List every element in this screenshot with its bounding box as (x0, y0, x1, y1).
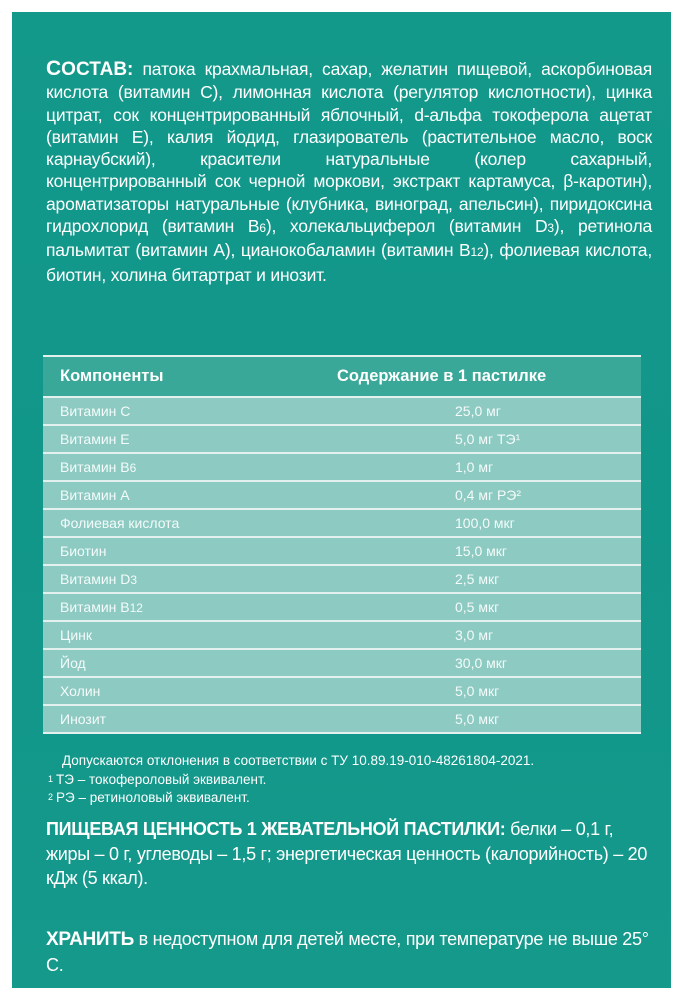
composition-text-2: ), холекальциферол (витамин D (265, 216, 548, 237)
component-name-text: Биотин (60, 543, 107, 559)
table-row (43, 398, 641, 426)
component-amount: 2,5 мкг (455, 571, 500, 587)
table-row (43, 706, 641, 732)
table-row (43, 454, 641, 482)
nutrient-table (43, 355, 641, 734)
component-name (43, 515, 455, 531)
nutrition-text: белки – 0,1 г, жиры – 0 г, углеводы – 1,5 г; энергетическая ценность (калорийность) – 20 кДж (5 ккал). (46, 819, 648, 888)
component-name-text: Витамин B (60, 599, 130, 615)
component-name-text: Витамин B (60, 459, 130, 475)
component-name (43, 431, 455, 447)
storage-heading: ХРАНИТЬ (46, 929, 134, 950)
subscript-b6: 6 (259, 221, 266, 236)
component-name-text: Витамин С (60, 403, 131, 419)
column-header-content: Содержание в 1 пастилке (337, 367, 547, 385)
table-row (43, 426, 641, 454)
nutrition-heading: ПИЩЕВАЯ ЦЕННОСТЬ 1 ЖЕВАТЕЛЬНОЙ ПАСТИЛКИ: (46, 819, 506, 839)
component-amount: 15,0 мкг (455, 543, 507, 559)
component-name (43, 627, 455, 643)
table-row (43, 650, 641, 678)
composition-heading-rest: ОСТАВ: (61, 59, 134, 80)
table-row (43, 678, 641, 706)
tolerance-note: Допускаются отклонения в соответствии с ТУ 10.89.19-010-48261804-2021. (62, 753, 535, 768)
component-name-text: Цинк (60, 627, 93, 643)
component-amount: 3,0 мг (455, 627, 494, 643)
table-row (43, 538, 641, 566)
component-name-text: Инозит (60, 711, 107, 727)
footnote-1-text: ТЭ – токофероловый эквивалент. (56, 771, 267, 787)
footnote-2-mark: 2 (48, 792, 54, 802)
table-row (43, 482, 641, 510)
component-name-text: Фолиевая кислота (60, 515, 180, 531)
composition-paragraph (46, 58, 652, 286)
component-name (43, 711, 455, 727)
storage-text: в недоступном для детей месте, при температуре не выше 25° С. (46, 929, 649, 975)
component-name (43, 599, 455, 615)
component-name (43, 655, 455, 671)
table-row (43, 594, 641, 622)
component-name (43, 683, 455, 699)
component-name-text: Витамин Е (60, 431, 130, 447)
composition-text-3: ), ретинола пальмитат (витамин А), цианокобаламин (витамин B (46, 216, 652, 261)
table-body (43, 398, 641, 732)
table-header-row (43, 357, 641, 398)
footnotes (48, 752, 534, 808)
component-name (43, 543, 455, 559)
component-subscript: 12 (129, 601, 143, 615)
component-amount: 100,0 мкг (455, 515, 515, 531)
subscript-d3: 3 (547, 221, 554, 236)
component-amount: 5,0 мкг (455, 711, 500, 727)
component-amount: 1,0 мг (455, 459, 494, 475)
storage-paragraph (46, 927, 650, 977)
component-amount: 0,4 мг РЭ² (455, 487, 522, 503)
component-amount: 5,0 мкг (455, 683, 500, 699)
footnote-2-text: РЭ – ретиноловый эквивалент. (56, 790, 250, 805)
component-name-text: Витамин D (60, 571, 131, 587)
component-subscript: 3 (130, 573, 138, 587)
component-name-text: Витамин А (60, 487, 130, 503)
component-name (43, 487, 455, 503)
component-name (43, 459, 455, 475)
composition-text-1: патока крахмальная, сахар, желатин пищевой, аскорбиновая кислота (витамин С), лимонная кислота (регулятор кислотности), цинка цитрат, сок концентрированный яблочный, d-альфа токоферола ацетат (витамин Е), калия йодид, глазирователь (растительное масло, воск карнаубский), красители натуральные (колер сахарный, концентрированный сок черной моркови, экстракт картамуса, β-каротин), ароматизаторы натуральные (клубника, виноград, апельсин), пиридоксина гидрохлорид (витамин B (46, 59, 652, 237)
table-row (43, 622, 641, 650)
package-panel (12, 12, 671, 988)
footnote-2 (48, 789, 534, 808)
table-row (43, 510, 641, 538)
column-header-components: Компоненты (60, 367, 164, 385)
component-amount: 0,5 мкг (455, 599, 500, 615)
footnote-1-mark: 1 (48, 773, 54, 784)
composition-text-4: ), фолиевая кислота, биотин, холина битартрат и инозит. (46, 240, 652, 285)
component-name (43, 571, 455, 587)
nutrition-paragraph (46, 817, 650, 891)
subscript-b12: 12 (470, 245, 484, 260)
footnote-1 (48, 771, 534, 790)
component-name-text: Йод (60, 655, 86, 671)
component-name (43, 403, 455, 419)
component-name-text: Холин (60, 683, 101, 699)
component-amount: 30,0 мкг (455, 655, 507, 671)
component-subscript: 6 (129, 461, 137, 475)
table-row (43, 566, 641, 594)
composition-heading (46, 59, 133, 80)
composition-heading-initial: С (46, 57, 62, 80)
component-amount: 25,0 мг (455, 403, 501, 419)
component-amount: 5,0 мг ТЭ¹ (455, 431, 521, 447)
